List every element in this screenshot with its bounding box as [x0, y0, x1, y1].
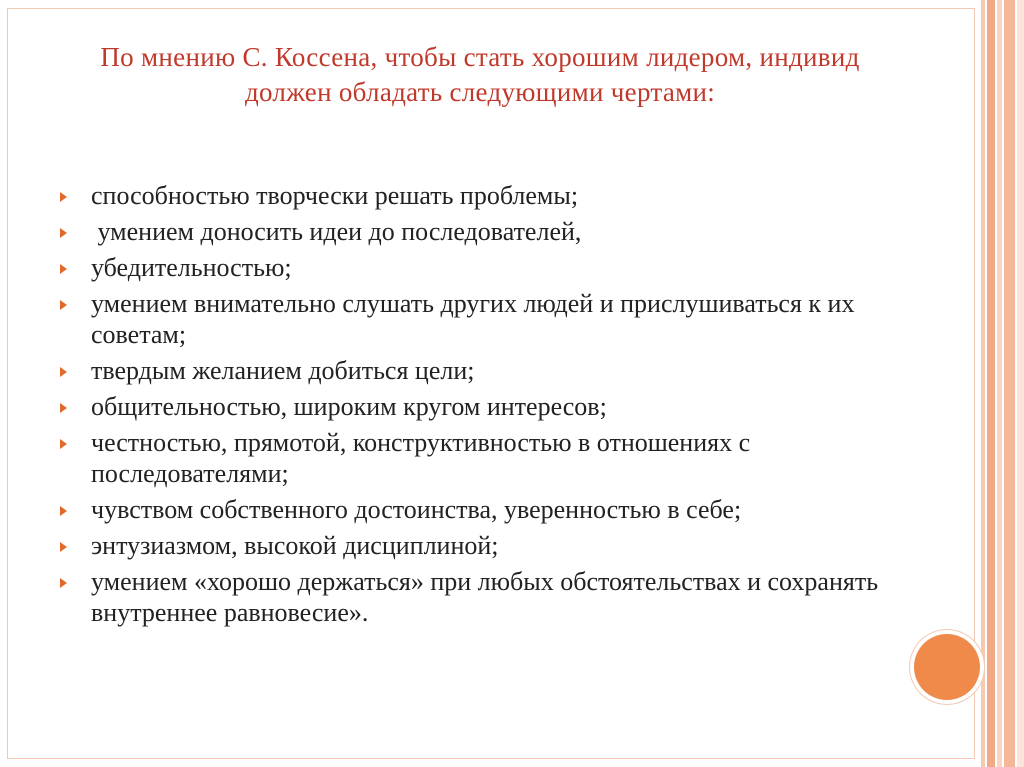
triangle-right-icon: [60, 403, 67, 413]
bullet-text: умением «хорошо держаться» при любых обстоятельствах и сохранять внутреннее равновесие».: [91, 567, 879, 627]
triangle-right-icon: [60, 228, 67, 238]
slide-title: По мнению С. Коссена, чтобы стать хорошим лидером, индивид должен обладать следующими чертами:: [100, 42, 860, 107]
triangle-right-icon: [60, 367, 67, 377]
bullet-item: [60, 252, 900, 283]
bullet-text: умением внимательно слушать других людей и прислушиваться к их советам;: [91, 289, 855, 349]
bullet-text: убедительностью;: [91, 253, 292, 282]
bullet-text: твердым желанием добиться цели;: [91, 356, 475, 385]
bullet-item: [60, 180, 900, 211]
bullet-item: [60, 494, 900, 525]
triangle-right-icon: [60, 542, 67, 552]
bullet-item: [60, 530, 900, 561]
triangle-right-icon: [60, 506, 67, 516]
bullet-item: [60, 427, 900, 489]
decorative-stripe: [1004, 0, 1015, 767]
bullet-text: способностью творчески решать проблемы;: [91, 181, 579, 210]
bullet-item: [60, 216, 900, 247]
bullet-item: [60, 391, 900, 422]
bullet-text: умением доносить идеи до последователей,: [91, 217, 582, 246]
triangle-right-icon: [60, 578, 67, 588]
decorative-stripe: [987, 0, 995, 767]
bullet-item: [60, 566, 900, 628]
bullet-list: [60, 180, 900, 633]
triangle-right-icon: [60, 300, 67, 310]
bullet-text: честностью, прямотой, конструктивностью в отношениях с последователями;: [91, 428, 751, 488]
bullet-text: общительностью, широким кругом интересов;: [91, 392, 607, 421]
bullet-item: [60, 355, 900, 386]
decorative-stripe: [997, 0, 1002, 767]
bullet-text: энтузиазмом, высокой дисциплиной;: [91, 531, 499, 560]
triangle-right-icon: [60, 439, 67, 449]
bullet-item: [60, 288, 900, 350]
triangle-right-icon: [60, 264, 67, 274]
triangle-right-icon: [60, 192, 67, 202]
accent-circle: [914, 634, 980, 700]
bullet-text: чувством собственного достоинства, уверенностью в себе;: [91, 495, 742, 524]
decorative-stripe: [1017, 0, 1024, 767]
decorative-stripe: [981, 0, 985, 767]
